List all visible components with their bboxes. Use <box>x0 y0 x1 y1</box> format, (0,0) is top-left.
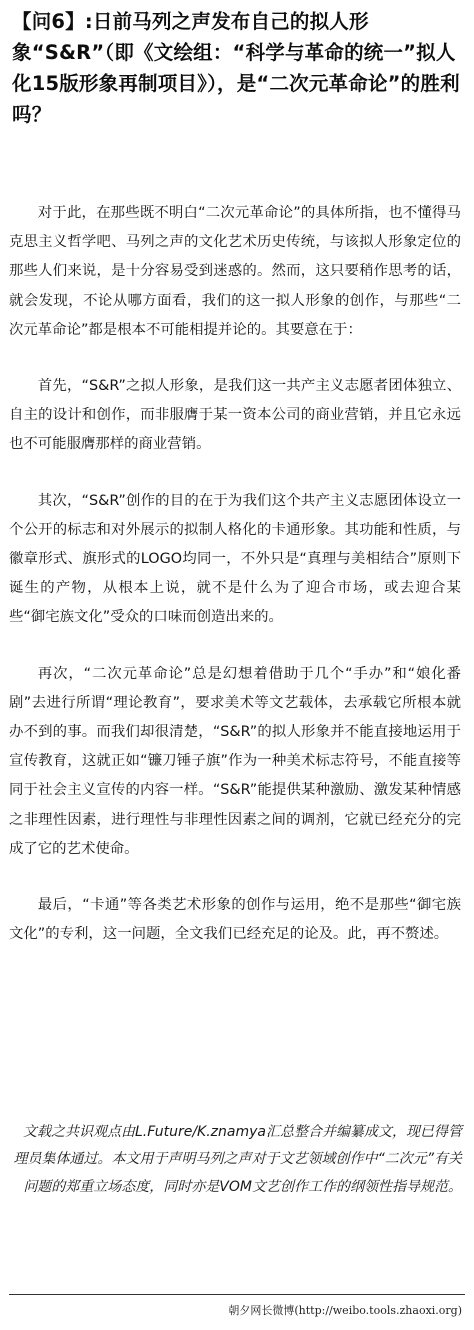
footnote-statement: 文载之共识观点由L.Future/K.znamya汇总整合并编纂成文，现已得管理员集体通过。本文用于声明马列之声对于文艺领域创作中“二次元”有关问题的郑重立场态度，同时亦是VOM文艺创作工作的纲领性指导规范。 <box>13 1124 462 1195</box>
paragraph-first: 首先，“S&R”之拟人形象，是我们这一共产主义志愿者团体独立、自主的设计和创作，而非服膺于某一资本公司的商业营销，并且它永远也不可能服膺那样的商业营销。 <box>9 378 461 453</box>
paragraph-last: 最后，“卡通”等各类艺术形象的创作与运用，绝不是那些“御宅族文化”的专利，这一问题，全文我们已经充足的论及。此，再不赘述。 <box>9 897 461 943</box>
footer-divider <box>9 1294 465 1295</box>
paragraph-third: 再次，“二次元革命论”总是幻想着借助于几个“手办”和“娘化番剧”去进行所谓“理论教育”，要求美术等文艺载体，去承载它所根本就办不到的事。而我们却很清楚，“S&R”的拟人形象并不能直接地运用于宣传教育，这就正如“镰刀锤子旗”作为一种美术标志符号，不能直接等同于社会主义宣传的内容一样。“S&R”能提供某种激励、激发某种情感之非理性因素，进行理性与非理性因素之间的调剂，它就已经充分的完成了它的艺术使命。 <box>9 665 461 857</box>
source-watermark: 朝夕网长微博(http://weibo.tools.zhaoxi.org) <box>228 1304 462 1317</box>
paragraph-second: 其次，“S&R”创作的目的在于为我们这个共产主义志愿团体设立一个公开的标志和对外展示的拟制人格化的卡通形象。其功能和性质，与徽章形式、旗形式的LOGO均同一，不外只是“真理与美相结合”原则下诞生的产物，从根本上说，就不是什么为了迎合市场，或去迎合某些“御宅族文化”受众的口味而创造出来的。 <box>9 492 461 626</box>
paragraph-intro: 对于此，在那些既不明白“二次元革命论”的具体所指，也不懂得马克思主义哲学吧、马列之声的文化艺术历史传统，与该拟人形象定位的那些人们来说，是十分容易受到迷惑的。然而，这只要稍作思考的话，就会发现，不论从哪方面看，我们的这一拟人形象的创作，与那些“二次元革命论”都是根本不可能相提并论的。其要意在于： <box>9 205 461 338</box>
question-heading: 【问6】:日前马列之声发布自己的拟人形象“S&R”（即《文绘组：“科学与革命的统一”拟人化15版形象再制项目》），是“二次元革命论”的胜利吗？ <box>12 10 460 126</box>
article-body <box>9 199 461 976</box>
